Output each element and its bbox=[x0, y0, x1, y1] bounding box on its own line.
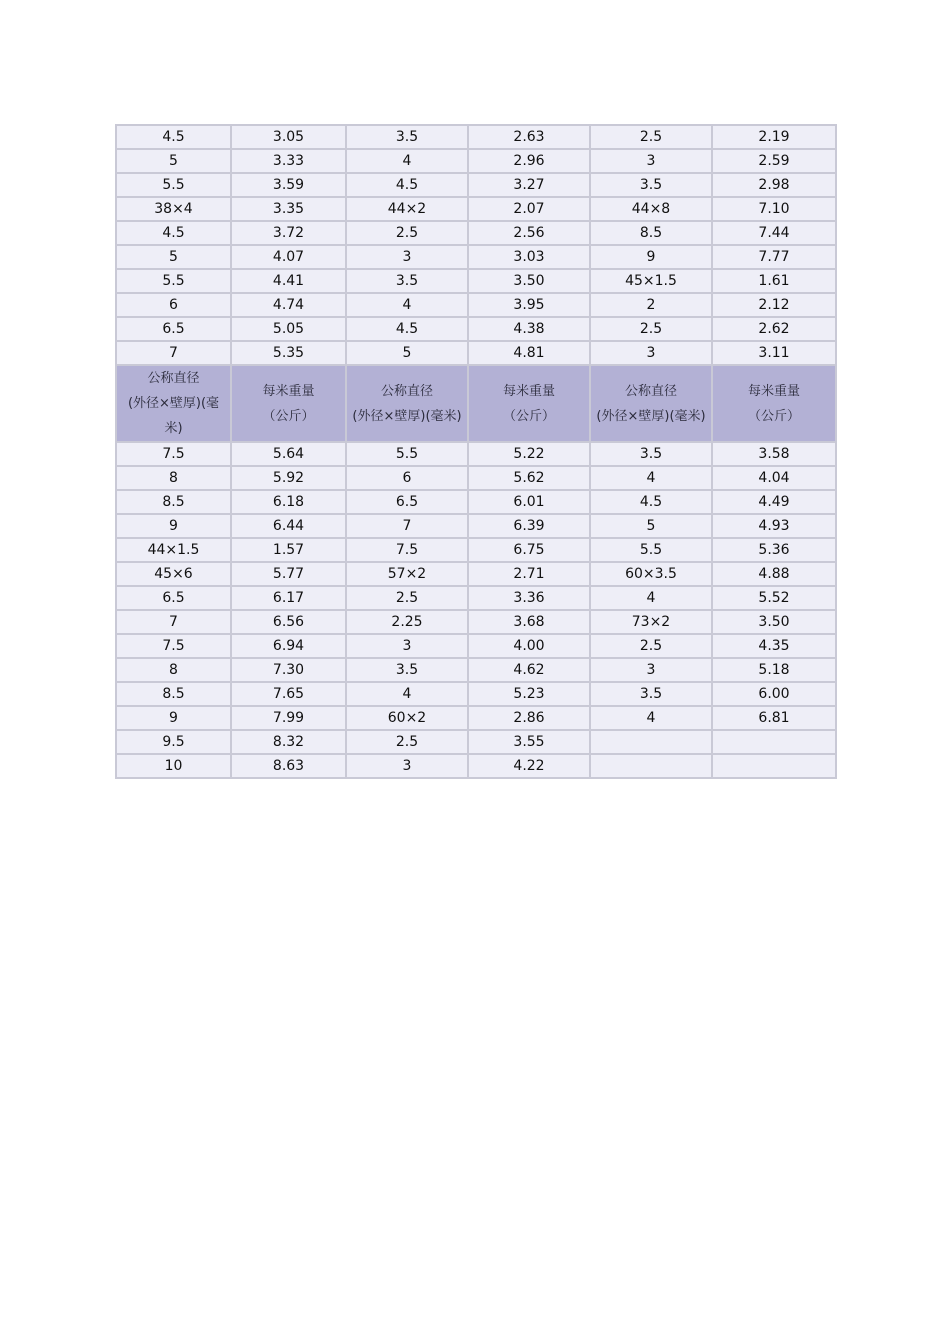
table-row bbox=[116, 538, 836, 562]
table-cell: 3.35 bbox=[231, 197, 346, 221]
table-cell: 6 bbox=[116, 293, 231, 317]
table-cell: 3.27 bbox=[468, 173, 590, 197]
table-cell: 8 bbox=[116, 658, 231, 682]
header-text: 每米重量 bbox=[502, 383, 555, 399]
table-row bbox=[116, 125, 836, 149]
header-cell-weight-per-meter-3 bbox=[712, 365, 836, 442]
table-cell: 3.5 bbox=[346, 658, 468, 682]
table-cell: 8.5 bbox=[116, 490, 231, 514]
table-cell: 7.44 bbox=[712, 221, 836, 245]
table-body-top bbox=[116, 125, 836, 365]
table-cell: 5.5 bbox=[116, 269, 231, 293]
table-cell: 3.5 bbox=[346, 125, 468, 149]
table-cell: 57×2 bbox=[346, 562, 468, 586]
table-cell: 4 bbox=[346, 682, 468, 706]
table-cell: 6.75 bbox=[468, 538, 590, 562]
table-cell: 7.5 bbox=[116, 634, 231, 658]
table-cell: 4.04 bbox=[712, 466, 836, 490]
table-cell: 45×6 bbox=[116, 562, 231, 586]
table-cell: 4.93 bbox=[712, 514, 836, 538]
table-header-row bbox=[116, 365, 836, 442]
table-cell: 4.38 bbox=[468, 317, 590, 341]
table-cell: 3 bbox=[590, 341, 712, 365]
table-cell: 5.92 bbox=[231, 466, 346, 490]
table-cell: 60×3.5 bbox=[590, 562, 712, 586]
table-cell: 44×1.5 bbox=[116, 538, 231, 562]
table-cell: 1.61 bbox=[712, 269, 836, 293]
table-cell: 8.63 bbox=[231, 754, 346, 778]
table-row bbox=[116, 293, 836, 317]
table-cell: 4.5 bbox=[116, 125, 231, 149]
table-cell: 5.77 bbox=[231, 562, 346, 586]
table-cell: 3.5 bbox=[346, 269, 468, 293]
table-cell: 5.22 bbox=[468, 442, 590, 466]
table-cell: 5 bbox=[116, 149, 231, 173]
header-cell-weight-per-meter-1 bbox=[231, 365, 346, 442]
table-cell: 6.17 bbox=[231, 586, 346, 610]
table-cell: 10 bbox=[116, 754, 231, 778]
table-cell: 3.5 bbox=[590, 173, 712, 197]
table-cell: 2.96 bbox=[468, 149, 590, 173]
table-cell: 2.71 bbox=[468, 562, 590, 586]
table-header-group bbox=[116, 365, 836, 442]
table-cell: 4 bbox=[590, 466, 712, 490]
table-cell: 7.5 bbox=[346, 538, 468, 562]
header-text: 每米重量 bbox=[262, 383, 315, 399]
table-cell: 2.98 bbox=[712, 173, 836, 197]
table-cell: 5.52 bbox=[712, 586, 836, 610]
table-cell bbox=[590, 754, 712, 778]
table-cell: 2.5 bbox=[346, 730, 468, 754]
table-cell: 5.35 bbox=[231, 341, 346, 365]
table-row bbox=[116, 658, 836, 682]
table-cell: 7 bbox=[116, 610, 231, 634]
header-text: （公斤） bbox=[747, 408, 800, 424]
header-text: (外径×壁厚)(毫米) bbox=[352, 408, 462, 424]
table-cell: 3.72 bbox=[231, 221, 346, 245]
table-cell: 8.5 bbox=[590, 221, 712, 245]
table-cell: 2.5 bbox=[346, 221, 468, 245]
table-row bbox=[116, 586, 836, 610]
table-cell: 9 bbox=[590, 245, 712, 269]
table-cell: 3 bbox=[346, 754, 468, 778]
table-cell: 2.25 bbox=[346, 610, 468, 634]
table-row bbox=[116, 317, 836, 341]
table-cell bbox=[590, 730, 712, 754]
table-cell: 3.05 bbox=[231, 125, 346, 149]
table-row bbox=[116, 269, 836, 293]
table-cell: 8.32 bbox=[231, 730, 346, 754]
header-text: 每米重量 bbox=[747, 383, 800, 399]
table-row bbox=[116, 197, 836, 221]
header-text: （公斤） bbox=[262, 408, 315, 424]
table-row bbox=[116, 754, 836, 778]
table-cell: 5 bbox=[590, 514, 712, 538]
table-cell: 5.18 bbox=[712, 658, 836, 682]
table-cell: 6.5 bbox=[116, 586, 231, 610]
table-body-bottom bbox=[116, 442, 836, 778]
header-text: （公斤） bbox=[502, 408, 555, 424]
table-cell: 6.81 bbox=[712, 706, 836, 730]
table-cell: 9 bbox=[116, 514, 231, 538]
table-cell: 2.07 bbox=[468, 197, 590, 221]
table-cell: 7.65 bbox=[231, 682, 346, 706]
table-row bbox=[116, 682, 836, 706]
table-row bbox=[116, 730, 836, 754]
table-row bbox=[116, 221, 836, 245]
header-text: 公称直径 bbox=[380, 383, 433, 399]
table-cell: 3.03 bbox=[468, 245, 590, 269]
table-cell: 4.5 bbox=[346, 173, 468, 197]
table-cell: 3.55 bbox=[468, 730, 590, 754]
table-cell: 2.63 bbox=[468, 125, 590, 149]
table-cell: 44×8 bbox=[590, 197, 712, 221]
table-cell: 2.5 bbox=[346, 586, 468, 610]
table-cell: 6.44 bbox=[231, 514, 346, 538]
table-cell: 1.57 bbox=[231, 538, 346, 562]
table-cell: 3.11 bbox=[712, 341, 836, 365]
table-cell: 4.07 bbox=[231, 245, 346, 269]
table-cell: 4.22 bbox=[468, 754, 590, 778]
header-cell-nominal-diameter-1 bbox=[116, 365, 231, 442]
table-cell: 9 bbox=[116, 706, 231, 730]
header-text: 公称直径 bbox=[147, 371, 200, 386]
table-cell: 4.5 bbox=[116, 221, 231, 245]
table-cell: 5.36 bbox=[712, 538, 836, 562]
table-cell: 3.95 bbox=[468, 293, 590, 317]
table-cell: 2.62 bbox=[712, 317, 836, 341]
table-row bbox=[116, 514, 836, 538]
table-cell: 3 bbox=[590, 658, 712, 682]
table-cell: 2 bbox=[590, 293, 712, 317]
table-row bbox=[116, 562, 836, 586]
table-cell bbox=[712, 730, 836, 754]
header-text: 公称直径 bbox=[624, 383, 677, 399]
table-row bbox=[116, 490, 836, 514]
table-cell: 4 bbox=[590, 706, 712, 730]
table-cell: 5.23 bbox=[468, 682, 590, 706]
table-cell: 2.5 bbox=[590, 317, 712, 341]
table-cell: 7 bbox=[346, 514, 468, 538]
table-cell: 3.58 bbox=[712, 442, 836, 466]
header-text: (外径×壁厚)(毫 bbox=[127, 396, 220, 411]
table-cell: 9.5 bbox=[116, 730, 231, 754]
table-cell: 4.62 bbox=[468, 658, 590, 682]
table-cell: 4.81 bbox=[468, 341, 590, 365]
table-cell: 4 bbox=[346, 149, 468, 173]
table-cell: 4.5 bbox=[590, 490, 712, 514]
table-cell: 3 bbox=[346, 634, 468, 658]
table-row bbox=[116, 610, 836, 634]
table-cell: 7.5 bbox=[116, 442, 231, 466]
table-cell: 3.50 bbox=[712, 610, 836, 634]
table-cell: 2.19 bbox=[712, 125, 836, 149]
table-row bbox=[116, 706, 836, 730]
table-row bbox=[116, 634, 836, 658]
table-cell: 8 bbox=[116, 466, 231, 490]
table-cell: 6.94 bbox=[231, 634, 346, 658]
table-cell: 4.41 bbox=[231, 269, 346, 293]
table-cell: 2.5 bbox=[590, 125, 712, 149]
table-cell: 7 bbox=[116, 341, 231, 365]
header-text: (外径×壁厚)(毫米) bbox=[596, 408, 706, 424]
table-row bbox=[116, 149, 836, 173]
table-cell: 5 bbox=[346, 341, 468, 365]
table-cell: 44×2 bbox=[346, 197, 468, 221]
header-cell-weight-per-meter-2 bbox=[468, 365, 590, 442]
table-row bbox=[116, 341, 836, 365]
table-cell: 5.5 bbox=[116, 173, 231, 197]
table-cell: 7.30 bbox=[231, 658, 346, 682]
table-cell: 7.99 bbox=[231, 706, 346, 730]
header-cell-nominal-diameter-2 bbox=[346, 365, 468, 442]
table-cell: 5 bbox=[116, 245, 231, 269]
steel-pipe-weight-table bbox=[115, 124, 837, 779]
table-cell: 6.00 bbox=[712, 682, 836, 706]
table-cell: 4.00 bbox=[468, 634, 590, 658]
table-row bbox=[116, 245, 836, 269]
table-cell bbox=[712, 754, 836, 778]
table-cell: 6.01 bbox=[468, 490, 590, 514]
table-cell: 3.50 bbox=[468, 269, 590, 293]
table-cell: 4.74 bbox=[231, 293, 346, 317]
table-cell: 3.33 bbox=[231, 149, 346, 173]
table-cell: 4 bbox=[346, 293, 468, 317]
table-cell: 2.86 bbox=[468, 706, 590, 730]
table-row bbox=[116, 442, 836, 466]
table-cell: 2.5 bbox=[590, 634, 712, 658]
table-cell: 4 bbox=[590, 586, 712, 610]
table-cell: 3.59 bbox=[231, 173, 346, 197]
table-cell: 5.5 bbox=[346, 442, 468, 466]
table-cell: 5.62 bbox=[468, 466, 590, 490]
header-text: 米) bbox=[164, 421, 183, 436]
table-cell: 45×1.5 bbox=[590, 269, 712, 293]
table-cell: 3.5 bbox=[590, 442, 712, 466]
table-cell: 4.88 bbox=[712, 562, 836, 586]
table-cell: 2.56 bbox=[468, 221, 590, 245]
table-cell: 3 bbox=[346, 245, 468, 269]
table-cell: 3 bbox=[590, 149, 712, 173]
table-cell: 3.68 bbox=[468, 610, 590, 634]
table-cell: 38×4 bbox=[116, 197, 231, 221]
table-cell: 6 bbox=[346, 466, 468, 490]
table-cell: 5.05 bbox=[231, 317, 346, 341]
table-cell: 73×2 bbox=[590, 610, 712, 634]
table-cell: 6.5 bbox=[116, 317, 231, 341]
table-cell: 2.59 bbox=[712, 149, 836, 173]
header-cell-nominal-diameter-3 bbox=[590, 365, 712, 442]
table-cell: 7.10 bbox=[712, 197, 836, 221]
table-cell: 6.18 bbox=[231, 490, 346, 514]
table-cell: 5.64 bbox=[231, 442, 346, 466]
table-cell: 4.35 bbox=[712, 634, 836, 658]
table-cell: 60×2 bbox=[346, 706, 468, 730]
table-cell: 7.77 bbox=[712, 245, 836, 269]
table-cell: 4.49 bbox=[712, 490, 836, 514]
table-cell: 8.5 bbox=[116, 682, 231, 706]
table-cell: 4.5 bbox=[346, 317, 468, 341]
table-row bbox=[116, 466, 836, 490]
table-cell: 6.56 bbox=[231, 610, 346, 634]
table-cell: 6.5 bbox=[346, 490, 468, 514]
table-cell: 6.39 bbox=[468, 514, 590, 538]
table-cell: 2.12 bbox=[712, 293, 836, 317]
table-cell: 5.5 bbox=[590, 538, 712, 562]
table-row bbox=[116, 173, 836, 197]
table-cell: 3.36 bbox=[468, 586, 590, 610]
table-cell: 3.5 bbox=[590, 682, 712, 706]
